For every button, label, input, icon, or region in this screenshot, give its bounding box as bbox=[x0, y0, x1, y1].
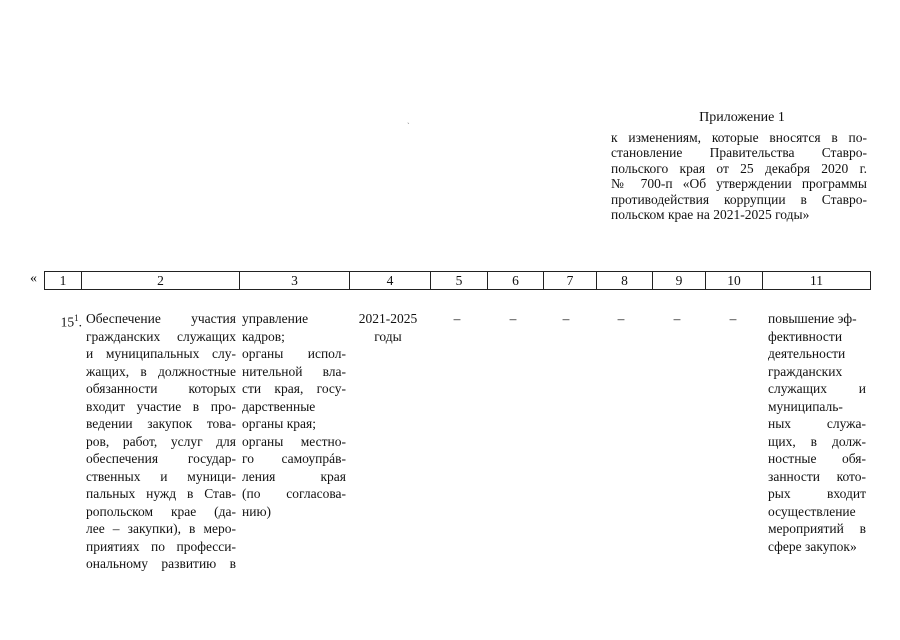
result-line: фективности bbox=[768, 328, 843, 344]
executor-line: ления края bbox=[242, 468, 346, 484]
table-row bbox=[0, 310, 900, 610]
activity-line: гражданских служащих bbox=[86, 328, 236, 344]
activity-line: ров, работ, услуг для bbox=[86, 433, 236, 449]
responsible-executors bbox=[242, 310, 346, 520]
result-line: сфере закупок» bbox=[768, 538, 857, 554]
dash-col-9: – bbox=[673, 311, 681, 326]
activity-line: ственных и муници- bbox=[86, 468, 236, 484]
header-cell: 4 bbox=[350, 272, 431, 289]
executor-line: органы края; bbox=[242, 416, 316, 431]
executor-line: органы испол- bbox=[242, 346, 346, 361]
dash-col-10: – bbox=[729, 311, 737, 326]
dash-col-5: – bbox=[453, 311, 461, 326]
activity-line: ведении закупок това- bbox=[86, 416, 236, 431]
result-line: занности кото- bbox=[768, 468, 866, 484]
executor-line: (по согласова- bbox=[242, 486, 346, 501]
activity-line: входит участие в про- bbox=[86, 398, 236, 414]
activity-line: и муниципальных слу- bbox=[86, 346, 236, 361]
header-cell: 9 bbox=[653, 272, 706, 289]
result-line: осуществление bbox=[768, 503, 856, 519]
result-line: гражданских bbox=[768, 363, 843, 379]
executor-line: сти края, госу- bbox=[242, 381, 346, 396]
dash-col-7: – bbox=[562, 311, 570, 326]
executor-line: нию) bbox=[242, 503, 272, 519]
activity-line: пальных нужд в Став- bbox=[86, 486, 236, 501]
appendix-line: польского края от 25 декабря 2020 г. bbox=[611, 160, 867, 176]
activity-line: жащих, в должностные bbox=[86, 363, 236, 379]
executor-line: дарственные bbox=[242, 398, 316, 414]
executor-line: го самоупрáв- bbox=[242, 451, 346, 466]
activity-line: ропольском крае (да- bbox=[86, 503, 236, 519]
period-line: 2021-2025 bbox=[358, 311, 418, 326]
activity-description bbox=[86, 310, 236, 573]
scan-speck: ˏ bbox=[407, 115, 410, 124]
activity-line: лее – закупки), в меро- bbox=[86, 521, 236, 536]
executor-line: нительной вла- bbox=[242, 363, 346, 379]
header-cell: 7 bbox=[544, 272, 597, 289]
header-cell: 5 bbox=[431, 272, 488, 289]
dash-col-6: – bbox=[509, 311, 517, 326]
header-cell: 11 bbox=[810, 273, 823, 288]
executor-line: управление bbox=[242, 311, 309, 326]
result-line: муниципаль- bbox=[768, 398, 843, 414]
result-line: ностные обя- bbox=[768, 451, 866, 466]
executor-line: органы местно- bbox=[242, 433, 346, 449]
period-line: годы bbox=[374, 328, 402, 344]
header-cell: 10 bbox=[706, 272, 763, 289]
row-number bbox=[48, 310, 82, 331]
result-line: деятельности bbox=[768, 346, 846, 361]
executor-line: кадров; bbox=[242, 328, 285, 344]
result-line: ных служа- bbox=[768, 416, 866, 431]
activity-line: Обеспечение участия bbox=[86, 311, 236, 326]
row-number-suffix: . bbox=[78, 314, 82, 330]
open-quote: « bbox=[30, 271, 37, 286]
appendix-line: польском крае на 2021-2025 годы» bbox=[611, 207, 810, 222]
header-cell: 8 bbox=[597, 272, 653, 289]
expected-result bbox=[768, 310, 866, 555]
implementation-period bbox=[350, 310, 426, 345]
header-cell: 2 bbox=[82, 272, 240, 289]
appendix-line: к изменениям, которые вносятся в по- bbox=[611, 129, 867, 145]
activity-line: обеспечения государ- bbox=[86, 451, 236, 466]
appendix-line: № 700-п «Об утверждении программы bbox=[611, 176, 867, 191]
appendix-line: противодействия коррупции в Ставро- bbox=[611, 191, 867, 207]
appendix-body bbox=[611, 130, 867, 223]
result-line: мероприятий в bbox=[768, 521, 866, 536]
result-line: рых входит bbox=[768, 486, 866, 501]
result-line: щих, в долж- bbox=[768, 433, 866, 449]
dash-col-8: – bbox=[617, 311, 625, 326]
appendix-block bbox=[611, 110, 867, 223]
row-number-main: 15 bbox=[60, 314, 75, 330]
table-header-row bbox=[44, 271, 871, 290]
header-cell: 6 bbox=[488, 272, 544, 289]
activity-line: приятиях по професси- bbox=[86, 538, 236, 554]
activity-line: обязанности которых bbox=[86, 381, 236, 396]
row-number-sup: 1 bbox=[74, 313, 79, 323]
appendix-line: становление Правительства Ставро- bbox=[611, 145, 867, 160]
header-cell: 3 bbox=[240, 272, 350, 289]
result-line: служащих и bbox=[768, 381, 866, 396]
activity-line: ональному развитию в bbox=[86, 556, 236, 571]
appendix-title: Приложение 1 bbox=[699, 110, 785, 125]
header-cell: 1 bbox=[45, 272, 82, 289]
result-line: повышение эф- bbox=[768, 311, 857, 326]
